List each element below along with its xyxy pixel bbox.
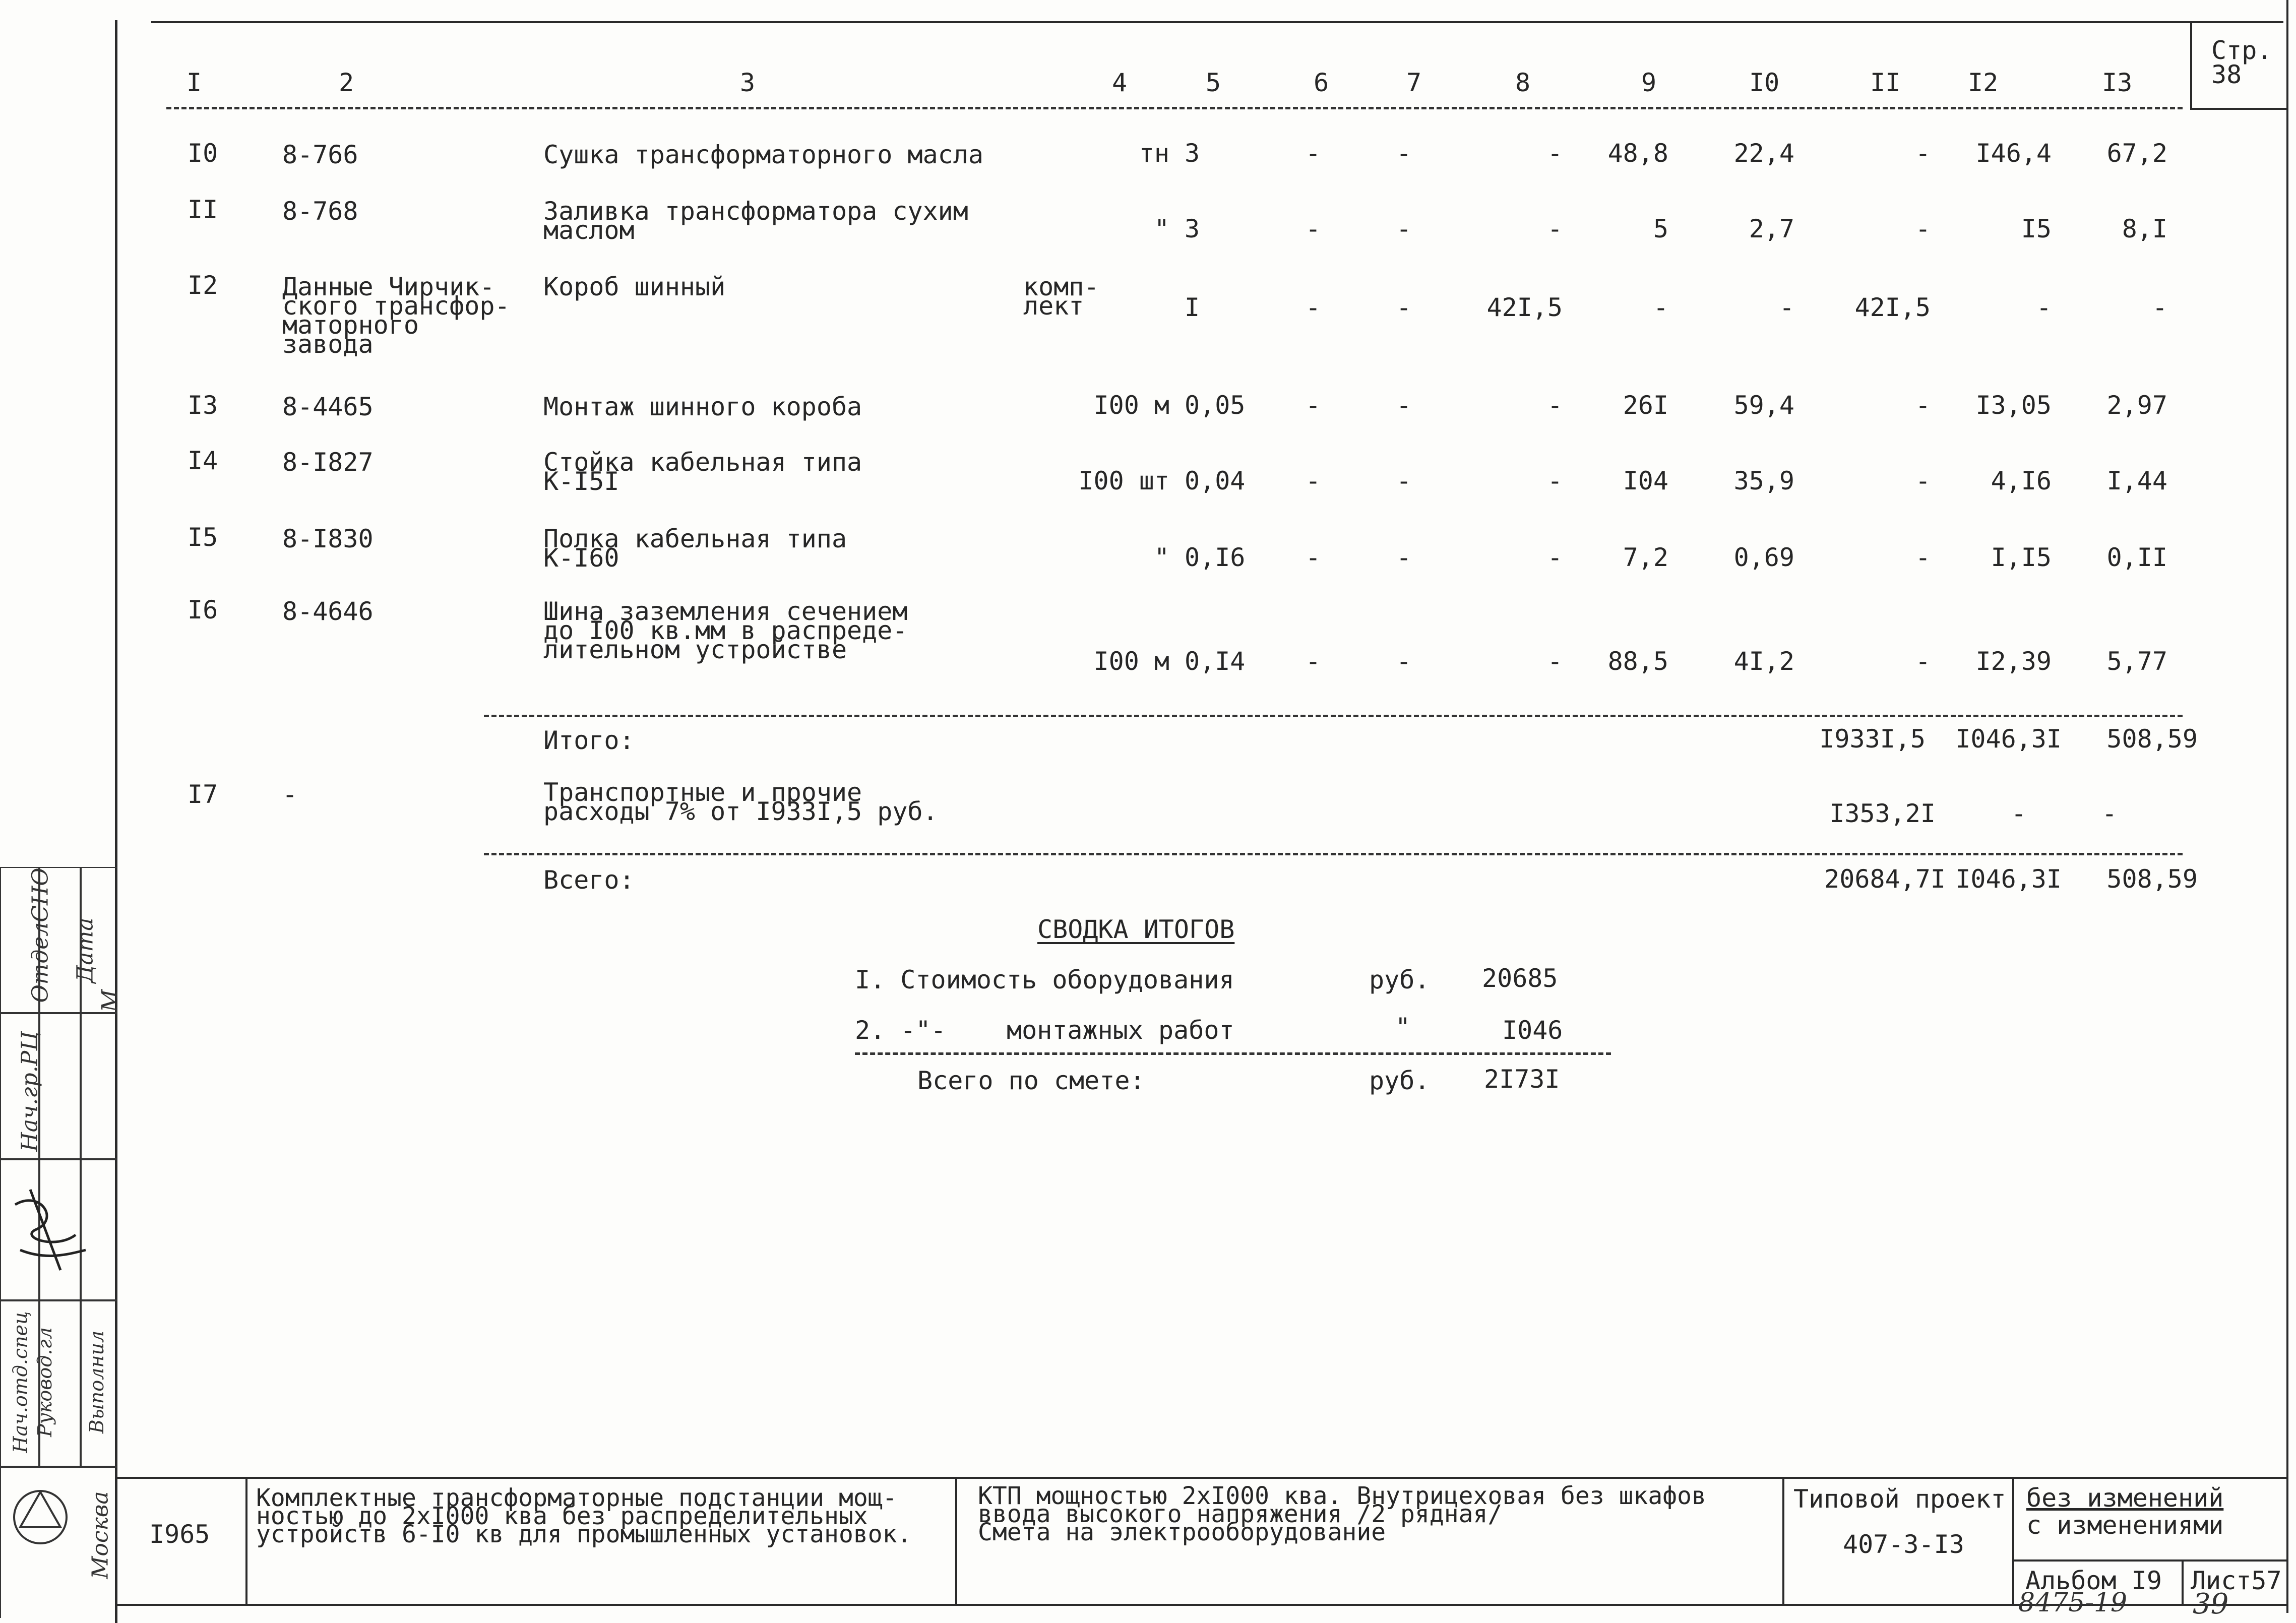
page-label: Стр. (2211, 36, 2272, 65)
cell-qty: I (1185, 293, 1200, 322)
cell-c9: 48,8 (1607, 139, 1668, 168)
cell-c7: - (1396, 214, 1412, 243)
summary-line2-unit: " (1395, 1013, 1411, 1042)
vsego-label: Всего: (543, 865, 635, 895)
summary-line1-value: 20685 (1482, 964, 1558, 993)
stamp-role2: Руковод.гл (33, 1327, 56, 1437)
stamp-city: Москва (87, 1491, 113, 1579)
tb-status1: без изменений (2026, 1483, 2224, 1513)
vsego-col13: 508,59 (2106, 864, 2198, 894)
summary-line1-unit: руб. (1369, 965, 1430, 994)
row17-col11: I353,2I (1829, 799, 1936, 828)
cell-c12: I5 (2021, 214, 2052, 243)
cell-c13: 0,II (2106, 543, 2167, 572)
tb-hline (2012, 1559, 2286, 1562)
cell-c9: I04 (1623, 466, 1668, 495)
tb-project-label: Типовой проект (1793, 1484, 2006, 1514)
tb-desc1: Комплектные трансформаторные подстанции мощ- ностью до 2хI000 ква без распределительных устройств 6-I0 кв для промышленных установок. (256, 1484, 912, 1548)
cell-c12: I46,4 (1975, 139, 2052, 168)
row17-col12: - (2011, 799, 2026, 828)
cell-c7: - (1396, 466, 1412, 495)
col-header-13: I3 (2102, 68, 2133, 97)
cell-unit: " (1154, 214, 1169, 243)
cell-c11: - (1915, 214, 1931, 243)
cell-no: I5 (188, 523, 218, 552)
col-header-3: 3 (740, 68, 756, 97)
cell-name: Шина заземления сечением до I00 кв.мм в распреде- лительном устройстве (543, 597, 908, 664)
summary-total-unit: руб. (1369, 1066, 1430, 1095)
stamp-date: Дата (72, 917, 98, 983)
cell-c6: - (1306, 293, 1321, 322)
tb-div-1 (245, 1479, 247, 1604)
itogo-col12: I046,3I (1955, 724, 2062, 754)
cell-c10: 22,4 (1733, 139, 1794, 168)
cell-no: I4 (188, 446, 218, 475)
cell-no: II (188, 195, 218, 224)
cell-name: Сушка трансформаторного масла (543, 140, 983, 169)
cell-c7: - (1396, 543, 1412, 572)
cell-qty: 0,05 (1185, 391, 1246, 420)
row17-no: I7 (188, 780, 218, 809)
cell-c8: 42I,5 (1486, 293, 1563, 322)
cell-c11: - (1915, 139, 1931, 168)
cell-c6: - (1306, 647, 1321, 676)
cell-c11: - (1915, 543, 1931, 572)
cell-c12: - (2036, 293, 2052, 322)
cell-name: Короб шинный (543, 272, 726, 301)
tb-div-5 (2182, 1559, 2184, 1604)
cell-qty: 3 (1185, 139, 1200, 168)
stamp-m: М (97, 989, 123, 1013)
cell-c6: - (1306, 139, 1321, 168)
itogo-label: Итого: (543, 726, 635, 755)
cell-c13: 2,97 (2106, 391, 2167, 420)
cell-c9: 7,2 (1623, 543, 1668, 572)
cell-c8: - (1547, 139, 1563, 168)
vsego-col12: I046,3I (1955, 864, 2062, 894)
cell-unit: I00 м (1093, 391, 1169, 420)
tb-div-4 (2012, 1479, 2014, 1604)
cell-c9: - (1653, 293, 1668, 322)
cell-c9: 26I (1623, 391, 1668, 420)
page-number-box (2190, 22, 2288, 110)
col-header-1: I (187, 68, 202, 97)
cell-c13: 8,I (2122, 214, 2167, 243)
stamp-dept: ОтделСНО (27, 867, 53, 1003)
col-header-4: 4 (1112, 68, 1128, 97)
vsego-separator (484, 853, 2183, 855)
cell-c12: 4,I6 (1991, 466, 2052, 495)
col-header-5: 5 (1206, 68, 1221, 97)
cell-code: 8-I830 (282, 524, 374, 553)
col-header-9: 9 (1641, 68, 1657, 97)
cell-c11: - (1915, 391, 1931, 420)
cell-c10: - (1779, 293, 1794, 322)
frame-right-line (2286, 0, 2288, 1613)
cell-c12: I2,39 (1975, 647, 2052, 676)
cell-code: 8-4465 (282, 392, 374, 421)
cell-c12: I3,05 (1975, 391, 2052, 420)
itogo-col11: I933I,5 (1819, 724, 1926, 754)
cell-name: Полка кабельная типа К-I60 (543, 524, 847, 573)
cell-c7: - (1396, 139, 1412, 168)
cell-c6: - (1306, 391, 1321, 420)
cell-no: I3 (188, 391, 218, 420)
cell-code: 8-I827 (282, 448, 374, 477)
col-header-6: 6 (1314, 68, 1329, 97)
tb-album: Альбом I9 (2025, 1566, 2162, 1595)
title-block (117, 1477, 2286, 1606)
cell-c7: - (1396, 391, 1412, 420)
cell-c12: I,I5 (1991, 543, 2052, 572)
cell-c8: - (1547, 391, 1563, 420)
cell-code: Данные Чирчик- ского трансфор- маторного завода (282, 272, 510, 359)
stamp-nach-group: Нач.гр.РЦ (17, 1031, 43, 1152)
cell-no: I6 (188, 595, 218, 625)
itogo-col13: 508,59 (2106, 724, 2198, 754)
tb-project-no: 407-3-I3 (1843, 1530, 1964, 1559)
cell-c8: - (1547, 647, 1563, 676)
col-header-2: 2 (339, 68, 354, 97)
cell-qty: 0,04 (1185, 466, 1246, 495)
summary-line2-label: 2. -"- монтажных работ (855, 1016, 1234, 1045)
tb-div-2 (955, 1479, 957, 1604)
cell-c9: 88,5 (1607, 647, 1668, 676)
tb-desc2: КТП мощностью 2хI000 ква. Внутрицеховая без шкафов ввода высокого напряжения /2 рядная/ Смета на электрооборудование (978, 1482, 1706, 1546)
row17-name: Транспортные и прочие расходы 7% от I933I,5 руб. (543, 778, 938, 826)
page-number: 38 (2211, 60, 2242, 89)
summary-separator (855, 1052, 1611, 1055)
tb-sheet: Лист57 (2191, 1566, 2282, 1595)
cell-qty: 3 (1185, 214, 1200, 243)
tb-status2: с изменениями (2026, 1511, 2224, 1540)
col-header-12: I2 (1968, 68, 1999, 97)
cell-c10: 2,7 (1749, 214, 1794, 243)
cell-unit: I00 м (1093, 647, 1169, 676)
cell-c7: - (1396, 647, 1412, 676)
cell-c11: 42I,5 (1854, 293, 1931, 322)
row17-col13: - (2101, 799, 2117, 828)
vsego-col11: 20684,7I (1824, 864, 1946, 894)
col-header-8: 8 (1515, 68, 1531, 97)
cell-unit: I00 шт (1078, 466, 1169, 495)
cell-code: 8-4646 (282, 597, 374, 626)
header-separator (166, 107, 2183, 109)
stamp-role3: Выполнил (86, 1330, 108, 1434)
summary-line2-value: I046 (1502, 1016, 1563, 1045)
cell-c10: 59,4 (1733, 391, 1794, 420)
cell-name: Стойка кабельная типа К-I5I (543, 448, 862, 496)
col-header-7: 7 (1406, 68, 1422, 97)
cell-c7: - (1396, 293, 1412, 322)
cell-no: I0 (188, 139, 218, 168)
cell-c10: 35,9 (1733, 466, 1794, 495)
cell-qty: 0,I4 (1185, 647, 1246, 676)
cell-c13: - (2152, 293, 2167, 322)
cell-c9: 5 (1653, 214, 1668, 243)
cell-qty: 0,I6 (1185, 543, 1246, 572)
summary-title: СВОДКА ИТОГОВ (1037, 915, 1235, 944)
cell-code: 8-766 (282, 140, 358, 169)
cell-unit: тн (1139, 139, 1169, 168)
summary-total-label: Всего по смете: (917, 1066, 1145, 1095)
cell-c13: 67,2 (2106, 139, 2167, 168)
cell-c6: - (1306, 466, 1321, 495)
stamp-role1: Нач.отд.спец (9, 1311, 32, 1453)
cell-unit: " (1154, 543, 1169, 572)
cell-c8: - (1547, 466, 1563, 495)
cell-no: I2 (188, 271, 218, 300)
col-header-10: I0 (1749, 68, 1780, 97)
cell-c11: - (1915, 647, 1931, 676)
handwritten-sheet-number: 39 (2193, 1588, 2229, 1620)
stamp-org (23, 1471, 40, 1560)
cell-unit: комп- лект (1023, 272, 1099, 321)
frame-top-line (151, 21, 2283, 23)
row17-code: - (282, 780, 298, 809)
inventory-number: 8475-19 (2018, 1588, 2128, 1618)
cell-c13: 5,77 (2106, 647, 2167, 676)
cell-name: Монтаж шинного короба (543, 392, 862, 421)
summary-total-value: 2I73I (1484, 1065, 1560, 1094)
approval-stamp (0, 867, 123, 1618)
cell-name: Заливка трансформатора сухим маслом (543, 197, 968, 245)
cell-c10: 4I,2 (1733, 647, 1794, 676)
cell-c6: - (1306, 214, 1321, 243)
cell-code: 8-768 (282, 197, 358, 226)
cell-c8: - (1547, 214, 1563, 243)
summary-line1-label: I. Стоимость оборудования (855, 965, 1234, 994)
cell-c13: I,44 (2106, 466, 2167, 495)
col-header-11: II (1870, 68, 1901, 97)
itogo-separator (484, 715, 2183, 717)
cell-c11: - (1915, 466, 1931, 495)
tb-year: I965 (149, 1520, 210, 1549)
approval-signature (15, 1190, 86, 1270)
cell-c6: - (1306, 543, 1321, 572)
cell-c10: 0,69 (1733, 543, 1794, 572)
tb-div-3 (1782, 1479, 1784, 1604)
cell-c8: - (1547, 543, 1563, 572)
